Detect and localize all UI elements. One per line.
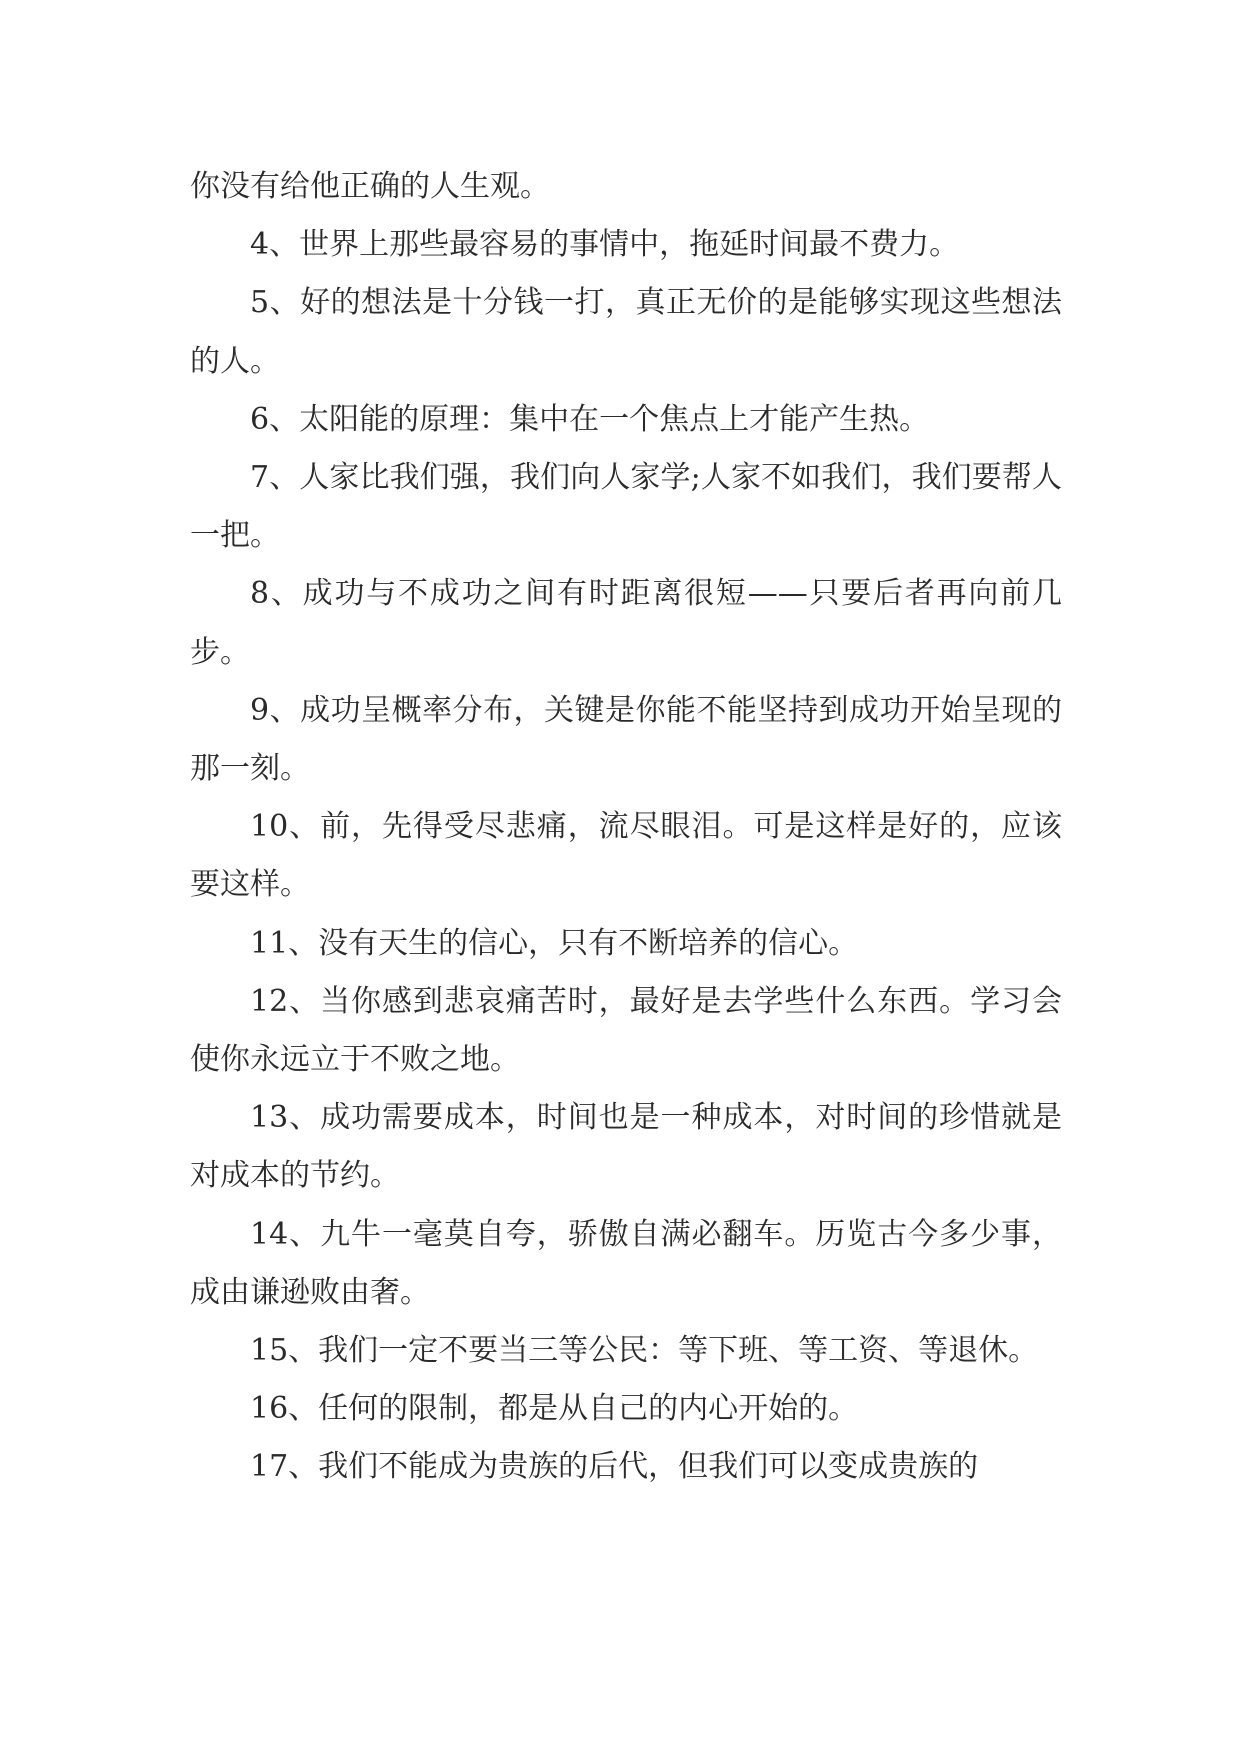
paragraph-continuation: 你没有给他正确的人生观。 <box>190 169 550 204</box>
quote-12: 12、当你感到悲哀痛苦时，最好是去学些什么东西。学习会使你永远立于不败之地。 <box>190 983 1062 1078</box>
quote-5: 5、好的想法是十分钱一打，真正无价的是能够实现这些想法的人。 <box>190 285 1062 379</box>
quote-17: 17、我们不能成为贵族的后代，但我们可以变成贵族的 <box>250 1449 979 1485</box>
quote-15: 15、我们一定不要当三等公民：等下班、等工资、等退休。 <box>250 1333 1039 1369</box>
quote-11: 11、没有天生的信心，只有不断培养的信心。 <box>250 925 859 961</box>
quote-14: 14、九牛一毫莫自夸，骄傲自满必翻车。历览古今多少事，成由谦逊败由奢。 <box>190 1216 1062 1310</box>
quote-9: 9、成功呈概率分布，关键是你能不能坚持到成功开始呈现的那一刻。 <box>190 692 1062 787</box>
quote-8: 8、成功与不成功之间有时距离很短——只要后者再向前几步。 <box>190 576 1062 670</box>
quote-13: 13、成功需要成本，时间也是一种成本，对时间的珍惜就是对成本的节约。 <box>190 1100 1062 1194</box>
body-text <box>190 158 1062 1497</box>
quote-10: 10、前，先得受尽悲痛，流尽眼泪。可是这样是好的，应该要这样。 <box>190 809 1062 903</box>
quote-16: 16、任何的限制，都是从自己的内心开始的。 <box>250 1391 859 1427</box>
quote-4: 4、世界上那些最容易的事情中，拖延时间最不费力。 <box>250 227 960 263</box>
quote-6: 6、太阳能的原理：集中在一个焦点上才能产生热。 <box>250 401 930 437</box>
quote-7: 7、人家比我们强，我们向人家学;人家不如我们，我们要帮人一把。 <box>190 460 1062 554</box>
